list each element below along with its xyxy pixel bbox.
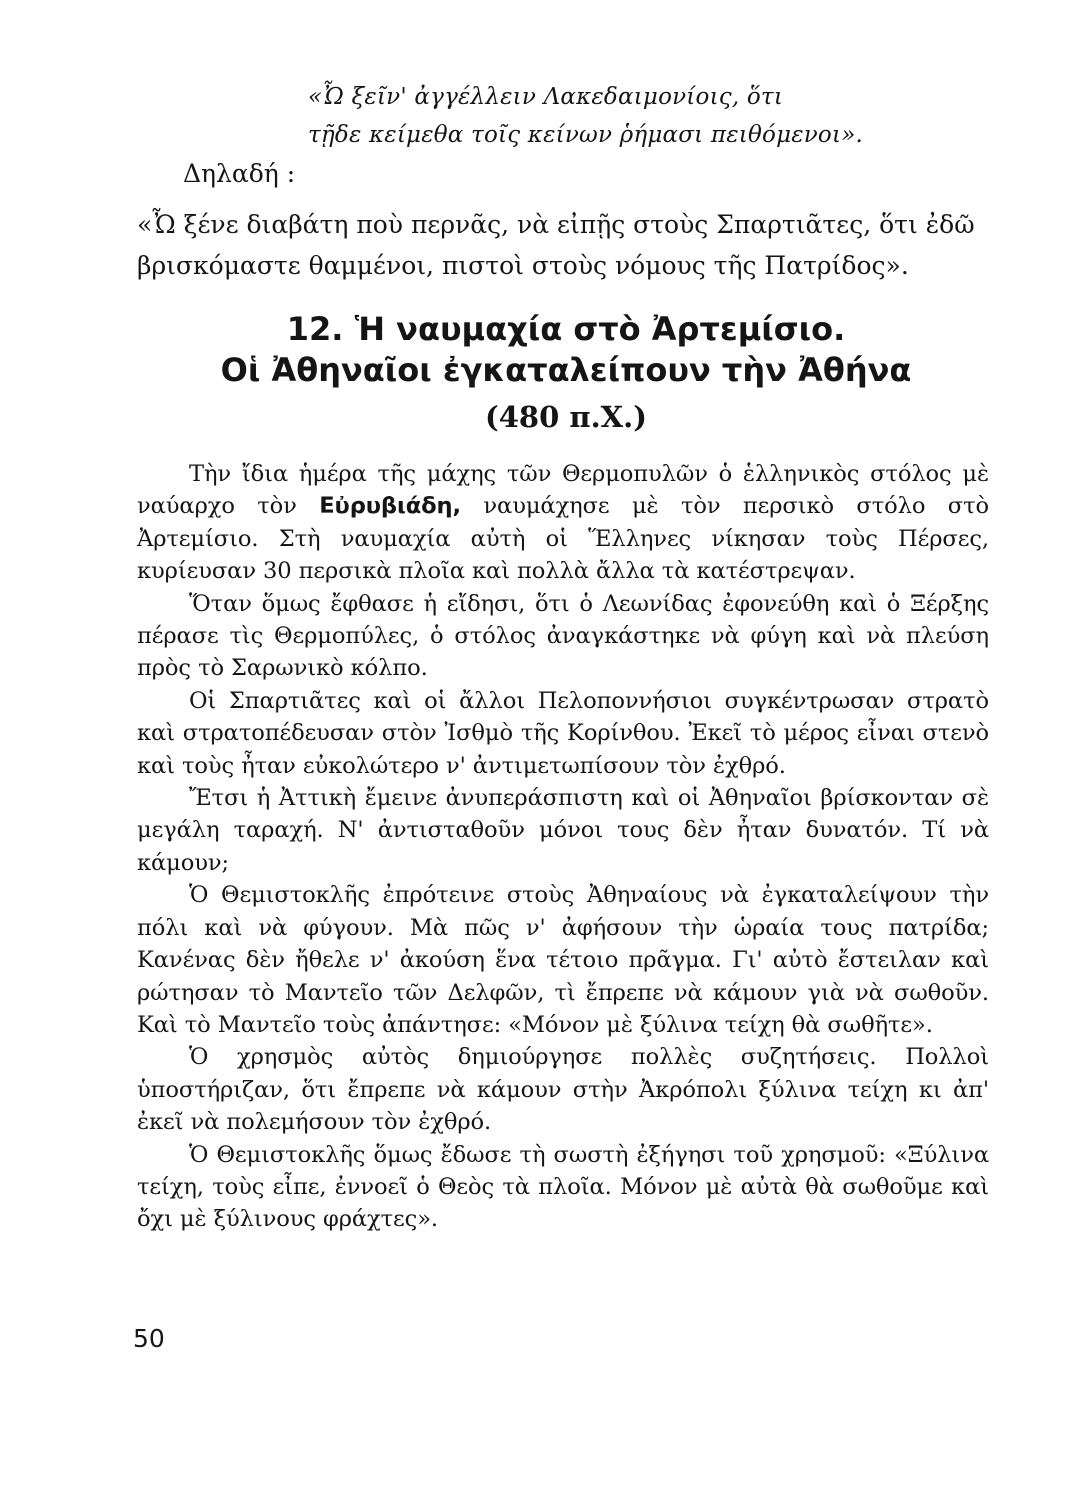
paragraph-2: Ὅταν ὅμως ἔφθασε ἡ εἴδησι, ὅτι ὁ Λεωνίδας ἐφονεύθη καὶ ὁ Ξέρξης πέρασε τὶς Θερμοπύλες, ὁ στόλος ἀναγκάστηκε νὰ φύγη καὶ νὰ πλεύση πρὸς τὸ Σαρωνικὸ κόλπο. [137, 590, 989, 682]
paragraph-6: Ὁ χρησμὸς αὐτὸς δημιούργησε πολλὲς συζητήσεις. Πολλοὶ ὑποστήριζαν, ὅτι ἔπρεπε νὰ κάμουν στὴν Ἀκρόπολι ξύλινα τείχη κι ἀπ' ἐκεῖ νὰ πολεμήσουν τὸν ἐχθρό. [137, 1044, 989, 1136]
paragraph-1-end: ναυμάχησε μὲ τὸν περσικὸ στόλο στὸ Ἀρτεμίσιο. Στὴ ναυμαχία αὐτὴ οἱ Ἕλληνες νίκησαν τοὺς Πέρσες, κυρίευσαν 30 περσικὰ πλοῖα καὶ πολλὰ ἄλλα τὰ κατέστρεψαν. [137, 493, 990, 585]
admiral-name: Εὐρυβιάδη, [319, 493, 462, 520]
epigram-translation: «Ὦ ξένε διαβάτη ποὺ περνᾶς, νὰ εἰπῇς στοὺς Σπαρτιᾶτες, ὅτι ἐδῶ βρισκόμαστε θαμμένοι, πιστοὶ στοὺς νόμους τῆς Πατρίδος». [137, 210, 975, 280]
chapter-title-line-1: 12. Ἡ ναυμαχία στὸ Ἀρτεμίσιο. [286, 310, 846, 348]
page-number: 50 [133, 1324, 165, 1353]
epigram-line-1: «Ὦ ξεῖν' ἀγγέλλειν Λακεδαιμονίοις, ὅτι [308, 84, 784, 110]
chapter-body [137, 458, 989, 1236]
paragraph-1-start: Τὴν ἴδια ἡμέρα τῆς μάχης τῶν Θερμοπυλῶν ὁ ἑλληνικὸς στόλος μὲ ναύαρχο τὸν [137, 461, 989, 520]
chapter-title-line-2: Οἱ Ἀθηναῖοι ἐγκαταλείπουν τὴν Ἀθήνα [220, 351, 912, 389]
paragraph-5: Ὁ Θεμιστοκλῆς ἐπρότεινε στοὺς Ἀθηναίους νὰ ἐγκαταλείψουν τὴν πόλι καὶ νὰ φύγουν. Μὰ πῶς ν' ἀφήσουν τὴν ὡραία τους πατρίδα; Κανένας δὲν ἤθελε ν' ἀκούση ἕνα τέτοιο πρᾶγμα. Γι' αὐτὸ ἔστειλαν καὶ ρώτησαν τὸ Μαντεῖο τῶν Δελφῶν, τὶ ἔπρεπε νὰ κάμουν γιὰ νὰ σωθοῦν. Καὶ τὸ Μαντεῖο τοὺς ἀπάντησε: «Μόνον μὲ ξύλινα τείχη θὰ σωθῆτε». [137, 882, 989, 1038]
epigram [308, 78, 1008, 154]
chapter-date: (480 π.Χ.) [485, 400, 647, 434]
paragraph-1 [137, 458, 989, 588]
epigram-line-2: τῇδε κείμεθα τοῖς κείνων ῥήμασι πειθόμενοι». [308, 122, 863, 148]
paragraph-4: Ἔτσι ἡ Ἀττικὴ ἔμεινε ἀνυπεράσπιστη καὶ οἱ Ἀθηναῖοι βρίσκονταν σὲ μεγάλη ταραχή. Ν' ἀντισταθοῦν μόνοι τους δὲν ἦταν δυνατόν. Τί νὰ κάμουν; [137, 785, 989, 876]
paragraph-3: Οἱ Σπαρτιᾶτες καὶ οἱ ἄλλοι Πελοποννήσιοι συγκέντρωσαν στρατὸ καὶ στρατοπέδευσαν στὸν Ἰσθμὸ τῆς Κορίνθου. Ἐκεῖ τὸ μέρος εἶναι στενὸ καὶ τοὺς ἦταν εὐκολώτερο ν' ἀντιμετωπίσουν τὸν ἐχθρό. [137, 687, 989, 779]
translation-label: Δηλαδή : [183, 159, 296, 188]
paragraph-7: Ὁ Θεμιστοκλῆς ὅμως ἔδωσε τὴ σωστὴ ἐξήγησι τοῦ χρησμοῦ: «Ξύλινα τείχη, τοὺς εἶπε, ἐννοεῖ ὁ Θεὸς τὰ πλοῖα. Μόνον μὲ αὐτὰ θὰ σωθοῦμε καὶ ὄχι μὲ ξύλινους φράχτες». [137, 1141, 989, 1233]
